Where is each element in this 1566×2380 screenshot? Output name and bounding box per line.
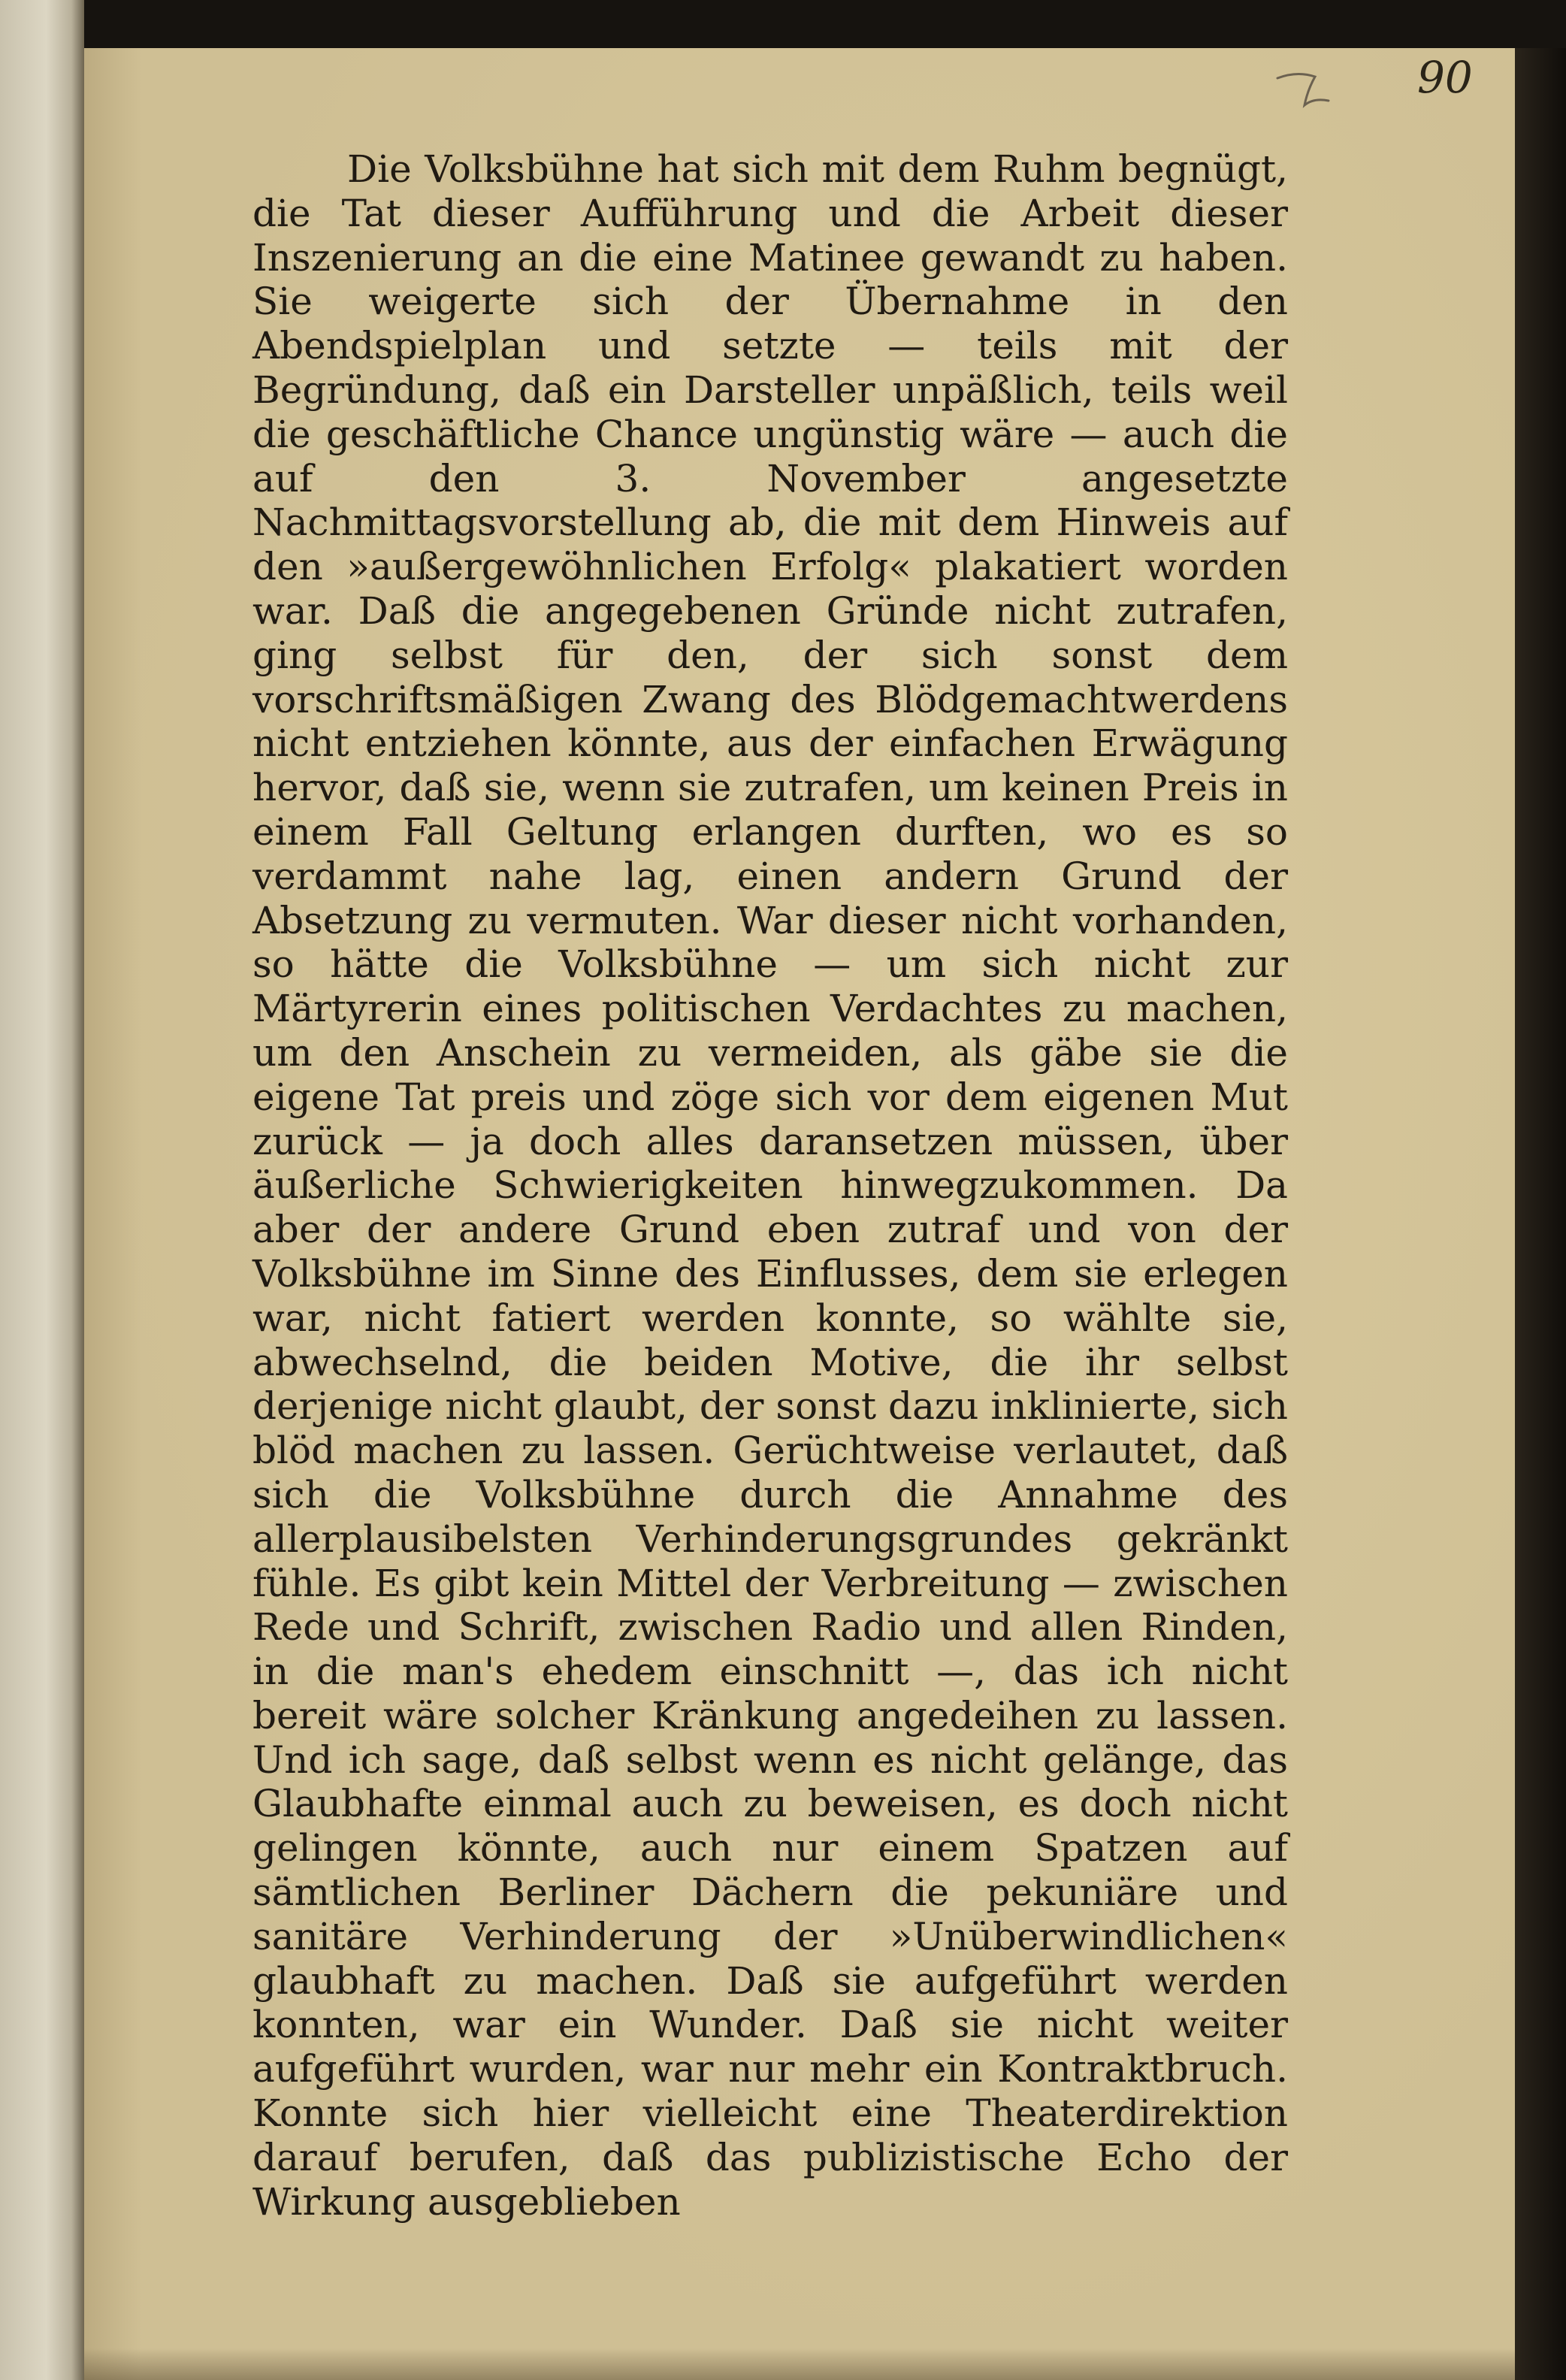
folio-number: 90 — [1417, 52, 1473, 103]
body-text: Die Volksbühne hat sich mit dem Ruhm begnügt, die Tat dieser Aufführung und die Arbeit dieser Inszenierung an die eine Matinee gewandt zu haben. Sie weigerte sich der Übernahme in den Abendspielplan und setzte — teils mit der Begründung, daß ein Darsteller unpäßlich, teils weil die geschäftliche Chance ungünstig wäre — auch die auf den 3. November angesetzte Nachmittagsvorstellung ab, die mit dem Hinweis auf den »außergewöhnlichen Erfolg« plakatiert worden war. Daß die angegebenen Gründe nicht zutrafen, ging selbst für den, der sich sonst dem vorschriftsmäßigen Zwang des Blödgemachtwerdens nicht entziehen könnte, aus der einfachen Erwägung hervor, daß sie, wenn sie zutrafen, um keinen Preis in einem Fall Geltung erlangen durften, wo es so verdammt nahe lag, einen andern Grund der Absetzung zu vermuten. War dieser nicht vorhanden, so hätte die Volksbühne — um sich nicht zur Märtyrerin eines politischen Verdachtes zu machen, um den Anschein zu vermeiden, als gäbe sie die eigene Tat preis und zöge sich vor dem eigenen Mut zurück — ja doch alles daransetzen müssen, über äußerliche Schwierigkeiten hinwegzukommen. Da aber der andere Grund eben zutraf und von der Volksbühne im Sinne des Einflusses, dem sie erlegen war, nicht fatiert werden konnte, so wählte sie, abwechselnd, die beiden Motive, die ihr selbst derjenige nicht glaubt, der sonst dazu inklinierte, sich blöd machen zu lassen. Gerüchtweise verlautet, daß sich die Volksbühne durch die Annahme des allerplausibelsten Verhinderungsgrundes gekränkt fühle. Es gibt kein Mittel der Verbreitung — zwischen Rede und Schrift, zwischen Radio und allen Rinden, in die man's ehedem einschnitt —, das ich nicht bereit wäre solcher Kränkung angedeihen zu lassen. Und ich sage, daß selbst wenn es nicht gelänge, das Glaubhafte einmal auch zu beweisen, es doch nicht gelingen könnte, auch nur einem Spatzen auf sämtlichen Berliner Dächern die pekuniäre und sanitäre Verhinderung der »Unüberwindlichen« glaubhaft zu machen. Daß sie aufgeführt werden konnten, war ein Wunder. Daß sie nicht weiter aufgeführt wurden, war nur mehr ein Kontraktbruch. Konnte sich hier vielleicht eine Theaterdirektion darauf berufen, daß das publizistische Echo der Wirkung ausgeblieben — [252, 147, 1288, 2224]
page-bottom-shadow — [84, 2348, 1515, 2380]
pencil-mark-icon — [1274, 68, 1335, 113]
scan-background-top — [84, 0, 1566, 48]
book-spine-edge — [0, 0, 84, 2380]
scan-background-right — [1515, 48, 1566, 2380]
